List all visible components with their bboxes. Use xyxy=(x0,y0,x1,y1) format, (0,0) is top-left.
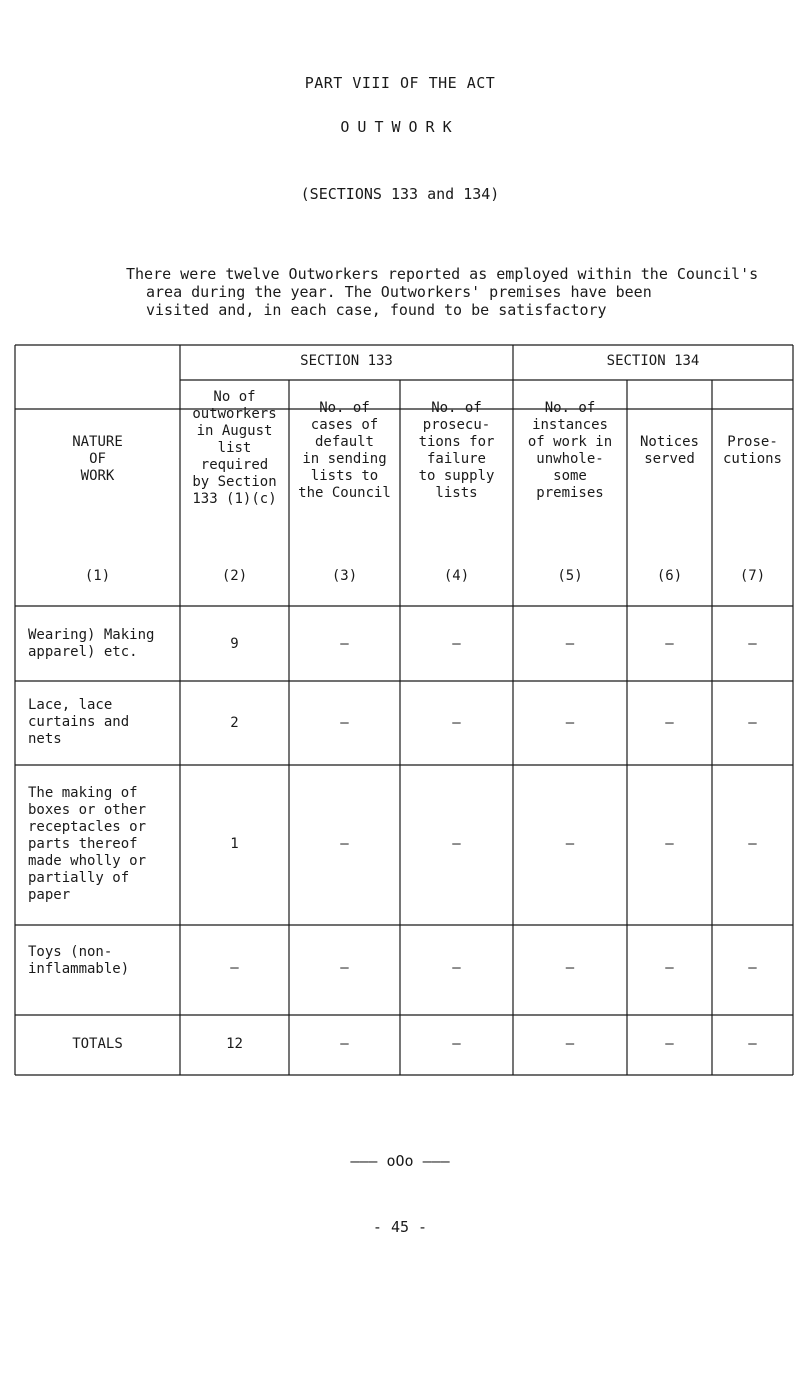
row-4-col-7: – xyxy=(748,960,757,976)
row-1-col-4: – xyxy=(452,636,461,652)
totals-col-4: – xyxy=(452,1036,461,1052)
totals-col-7: – xyxy=(748,1036,757,1052)
col-2-number: (2) xyxy=(221,568,248,584)
end-ornament: ––– oOo ––– xyxy=(350,1152,450,1170)
col-2-header: No of outworkers in August list required by Section 133 (1)(c) xyxy=(192,389,277,507)
col-1-number: (1) xyxy=(84,568,111,584)
row-1-col-6: – xyxy=(665,636,674,652)
section-134-header: SECTION 134 xyxy=(606,353,700,369)
row-3-col-7: – xyxy=(748,836,757,852)
row-4-nature: Toys (non- inflammable) xyxy=(28,944,130,977)
col-1-header: NATURE OF WORK xyxy=(72,434,123,484)
col-6-header: Notices served xyxy=(639,434,699,467)
row-3-col-5: – xyxy=(565,836,575,852)
row-2-col-6: – xyxy=(665,715,674,731)
row-3-col-6: – xyxy=(665,836,674,852)
col-3-number: (3) xyxy=(331,568,358,584)
row-1-nature: Wearing) Making apparel) etc. xyxy=(28,627,155,660)
row-2-col-3: – xyxy=(340,715,349,731)
col-3-header: No. of cases of default in sending lists to the Council xyxy=(298,400,391,501)
col-4-header: No. of prosecu- tions for failure to supply lists xyxy=(418,400,495,501)
row-3-nature: The making of boxes or other receptacles or parts thereof made wholly or partially of paper xyxy=(28,785,147,903)
intro-line-3: visited and, in each case, found to be satisfactory xyxy=(146,301,607,319)
row-4-col-4: – xyxy=(452,960,461,976)
col-4-number: (4) xyxy=(443,568,470,584)
row-2-col-2: 2 xyxy=(230,715,239,731)
row-4-col-3: – xyxy=(340,960,349,976)
row-3-col-4: – xyxy=(452,836,461,852)
sections-subtitle: (SECTIONS 133 and 134) xyxy=(300,185,500,203)
col-7-number: (7) xyxy=(739,568,766,584)
row-2-col-4: – xyxy=(452,715,461,731)
col-7-header: Prose- cutions xyxy=(722,434,782,467)
col-5-number: (5) xyxy=(557,568,583,584)
page-title: OUTWORK xyxy=(340,118,460,136)
totals-col-3: – xyxy=(340,1036,349,1052)
row-1-col-3: – xyxy=(340,636,349,652)
col-6-number: (6) xyxy=(656,568,683,584)
row-2-nature: Lace, lace curtains and nets xyxy=(28,697,130,747)
section-133-header: SECTION 133 xyxy=(300,353,393,369)
row-4-col-5: – xyxy=(565,960,575,976)
totals-col-6: – xyxy=(665,1036,674,1052)
row-1-col-7: – xyxy=(748,636,757,652)
intro-line-1: There were twelve Outworkers reported as employed within the Council's xyxy=(126,265,759,283)
row-3-col-2: 1 xyxy=(230,836,239,852)
page-number: - 45 - xyxy=(372,1218,428,1236)
row-4-col-6: – xyxy=(665,960,674,976)
row-2-col-5: – xyxy=(565,715,575,731)
totals-col-5: – xyxy=(565,1036,575,1052)
row-1-col-5: – xyxy=(565,636,575,652)
row-1-col-2: 9 xyxy=(230,636,239,652)
row-4-col-2: – xyxy=(230,960,239,976)
part-heading: PART VIII OF THE ACT xyxy=(304,74,496,92)
intro-line-2: area during the year. The Outworkers' premises have been xyxy=(146,283,652,301)
totals-col-2: 12 xyxy=(226,1036,243,1052)
totals-label: TOTALS xyxy=(72,1036,123,1052)
col-5-header: No. of instances of work in unwhole- some premises xyxy=(527,400,613,501)
row-3-col-3: – xyxy=(340,836,349,852)
row-2-col-7: – xyxy=(748,715,757,731)
